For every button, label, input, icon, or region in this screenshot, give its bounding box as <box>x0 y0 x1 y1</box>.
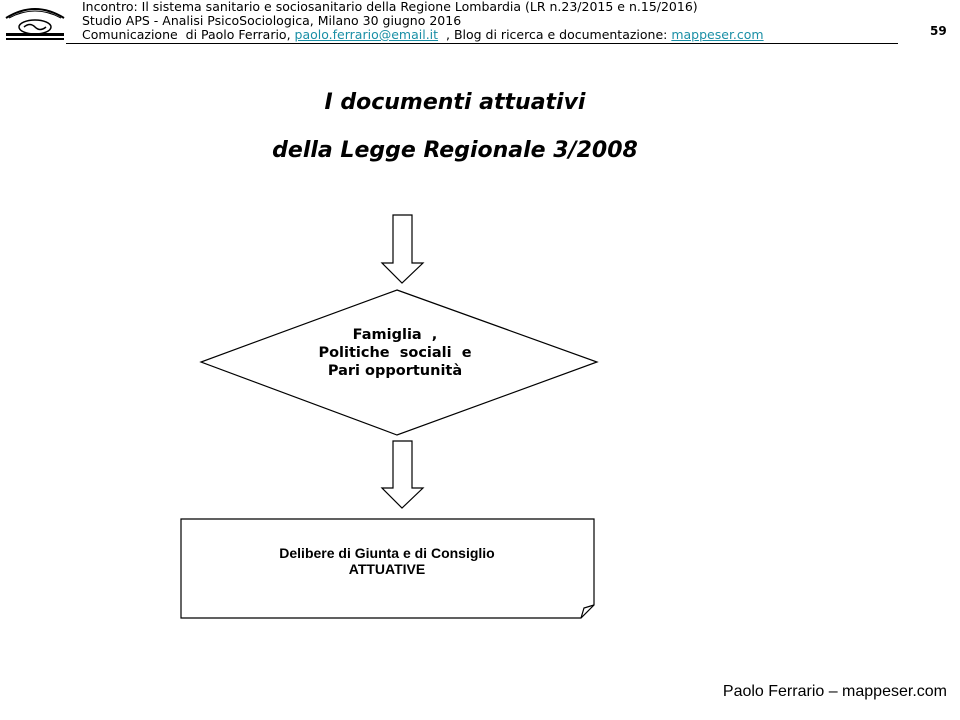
footer-credit: Paolo Ferrario – mappeser.com <box>722 683 947 700</box>
output-label-line1: Delibere di Giunta e di Consiglio <box>279 545 495 561</box>
down-arrow-icon <box>382 215 423 283</box>
header-blog-label: , Blog di ricerca e documentazione: <box>438 27 672 42</box>
output-label-line2: ATTUATIVE <box>348 561 426 577</box>
author-email-link[interactable]: paolo.ferrario@email.it <box>294 27 439 42</box>
page-number: 59 <box>930 24 947 38</box>
decision-label: Famiglia , Politiche sociali e Pari opportunità <box>318 327 472 379</box>
down-arrow-icon <box>382 441 423 508</box>
page-title-line2: della Legge Regionale 3/2008 <box>272 138 638 163</box>
page-title-line1: I documenti attuativi <box>324 90 586 115</box>
header-author-prefix: Comunicazione di Paolo Ferrario, <box>82 27 295 42</box>
header-event-line: Incontro: Il sistema sanitario e sociosanitario della Regione Lombardia (LR n.23/2015 e n.15/2016) <box>82 0 698 14</box>
header-venue-line: Studio APS - Analisi PsicoSociologica, Milano 30 giugno 2016 <box>82 13 462 28</box>
output-label <box>182 545 592 577</box>
blog-link[interactable]: mappeser.com <box>671 27 764 42</box>
